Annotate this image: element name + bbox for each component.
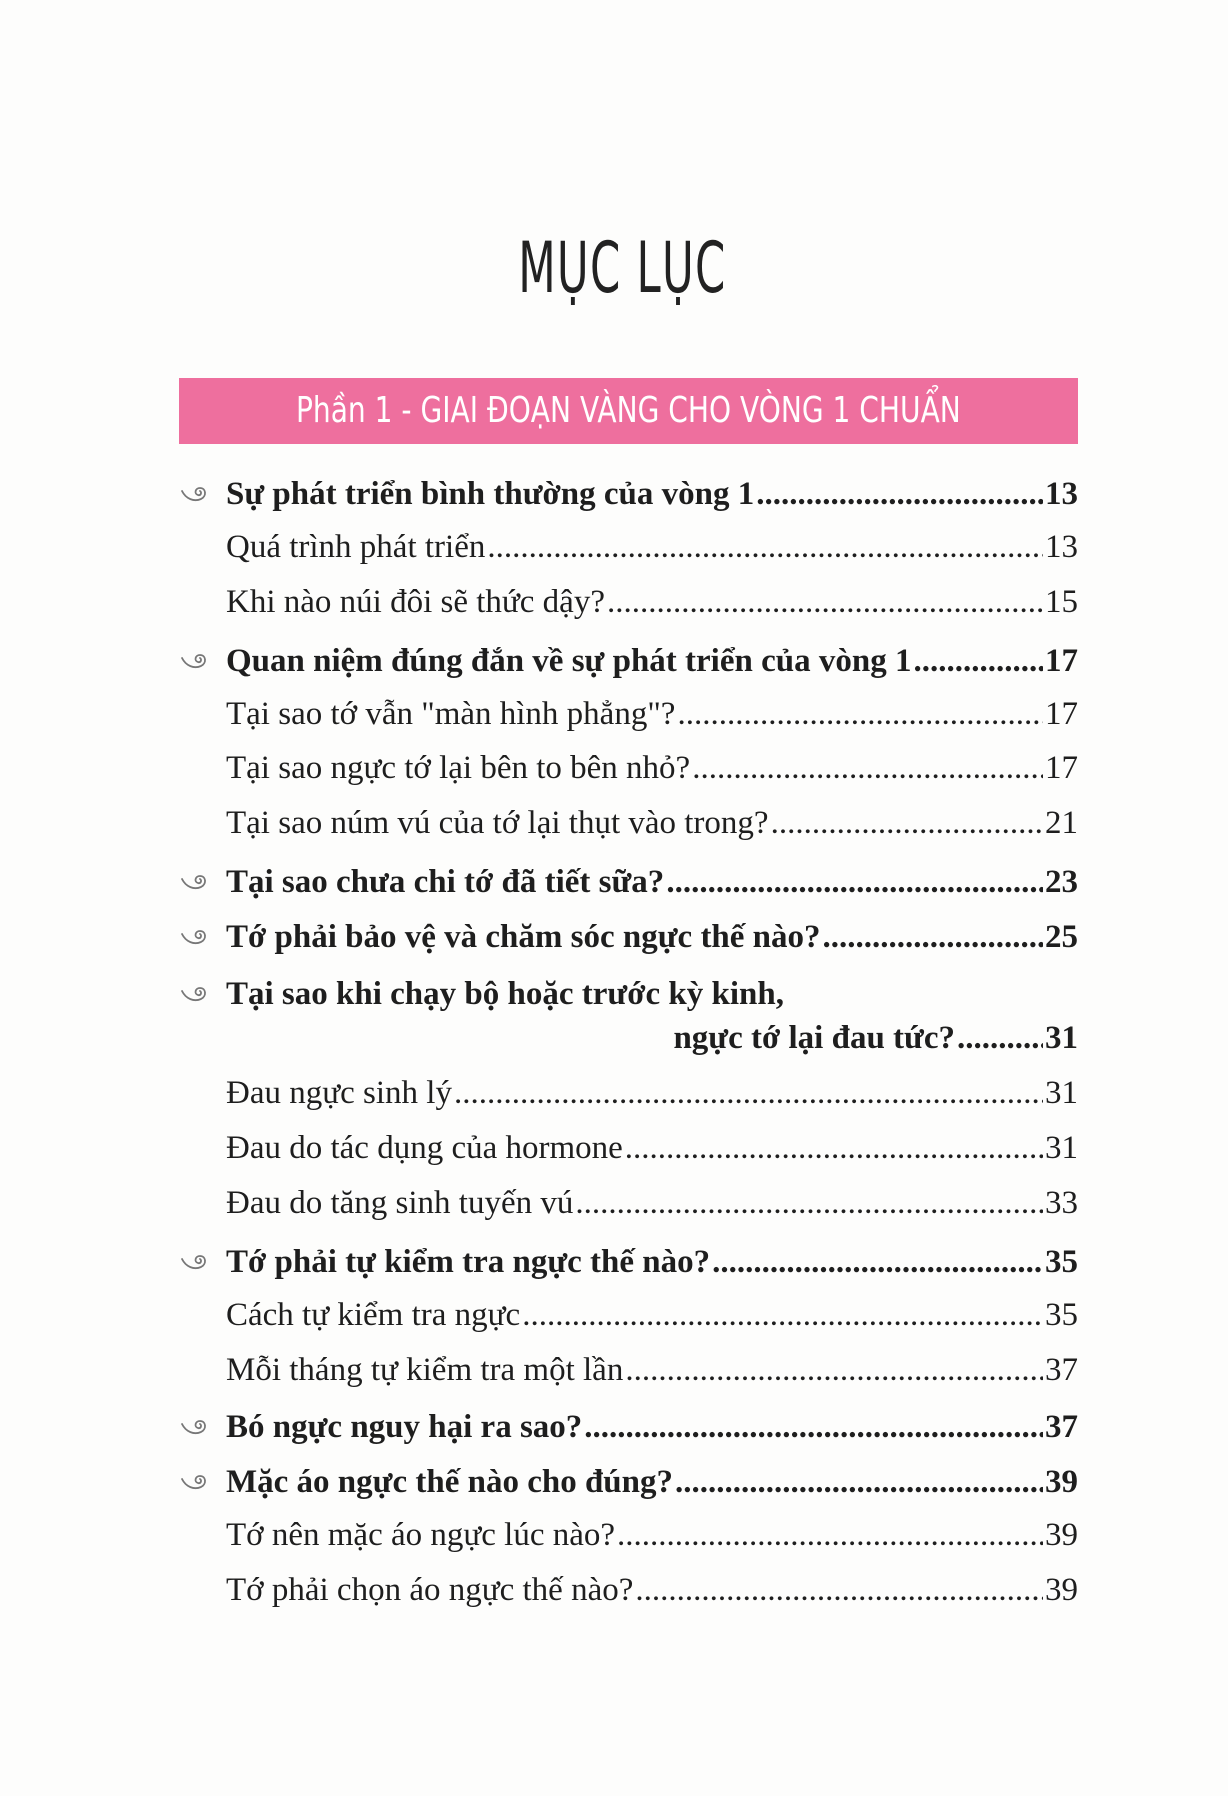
dot-leader xyxy=(584,1405,1043,1449)
section-label: Phần 1 - GIAI ĐOẠN VÀNG CHO VÒNG 1 CHUẨN xyxy=(295,390,961,431)
toc-entry-main xyxy=(226,1460,1078,1504)
toc-entry-title: Quan niệm đúng đắn về sự phát triển của vòng 1 xyxy=(226,643,912,679)
toc-entry-page: 39 xyxy=(1045,1464,1078,1500)
toc-entry-main xyxy=(226,472,1078,516)
toc-entry-title: Mặc áo ngực thế nào cho đúng? xyxy=(226,1464,673,1500)
dot-leader xyxy=(522,1293,1043,1337)
toc-entry-main xyxy=(226,1016,1078,1060)
toc-entry-sub xyxy=(226,746,1078,790)
toc-entry-page: 15 xyxy=(1045,584,1078,620)
toc-entry-title: Tớ phải chọn áo ngực thế nào? xyxy=(226,1572,634,1608)
toc-entry-page: 13 xyxy=(1045,529,1078,565)
toc-entry-title: Tớ phải bảo vệ và chăm sóc ngực thế nào? xyxy=(226,919,821,955)
toc-entry-title: Đau do tác dụng của hormone xyxy=(226,1130,623,1166)
toc-entry-main xyxy=(226,1405,1078,1449)
toc-entry-page: 33 xyxy=(1045,1185,1078,1221)
spiral-swirl-icon xyxy=(180,483,210,505)
toc-entry-title: Mỗi tháng tự kiểm tra một lần xyxy=(226,1352,624,1388)
dot-leader xyxy=(666,860,1043,904)
dot-leader xyxy=(913,639,1043,683)
spiral-swirl-icon xyxy=(180,926,210,948)
dot-leader xyxy=(487,525,1043,569)
toc-entry-title-line2: ngực tớ lại đau tức? xyxy=(673,1020,955,1056)
toc-entry-title: Đau do tăng sinh tuyến vú xyxy=(226,1185,574,1221)
toc-entry-page: 31 xyxy=(1045,1130,1078,1166)
dot-leader xyxy=(677,692,1043,736)
dot-leader xyxy=(771,801,1043,845)
toc-entry-page: 35 xyxy=(1045,1297,1078,1333)
dot-leader xyxy=(712,1240,1043,1284)
toc-entry-title-line1: Tại sao khi chạy bộ hoặc trước kỳ kinh, xyxy=(226,976,784,1012)
toc-entry-page: 17 xyxy=(1045,750,1078,786)
spiral-swirl-icon xyxy=(180,1416,210,1438)
dot-leader xyxy=(957,1016,1043,1060)
toc-entry-title: Tại sao ngực tớ lại bên to bên nhỏ? xyxy=(226,750,691,786)
toc-entry-page: 31 xyxy=(1045,1020,1078,1056)
dot-leader xyxy=(454,1071,1043,1115)
dot-leader xyxy=(823,915,1043,959)
toc-entry-page: 21 xyxy=(1045,805,1078,841)
spiral-swirl-icon xyxy=(180,1251,210,1273)
dot-leader xyxy=(756,472,1043,516)
toc-entry-title: Tớ nên mặc áo ngực lúc nào? xyxy=(226,1517,616,1553)
spiral-swirl-icon xyxy=(180,650,210,672)
toc-entry-main xyxy=(226,860,1078,904)
toc-entry-title: Tại sao chưa chi tớ đã tiết sữa? xyxy=(226,864,665,900)
toc-entry-title: Tại sao tớ vẫn "màn hình phẳng"? xyxy=(226,696,676,732)
toc-entry-sub xyxy=(226,1293,1078,1337)
dot-leader xyxy=(607,580,1043,624)
dot-leader xyxy=(675,1460,1043,1504)
toc-entry-page: 37 xyxy=(1045,1352,1078,1388)
toc-entry-sub xyxy=(226,1568,1078,1612)
toc-entry-title: Cách tự kiểm tra ngực xyxy=(226,1297,521,1333)
toc-entry-main xyxy=(226,639,1078,683)
spiral-swirl-icon xyxy=(180,871,210,893)
toc-entry-title: Khi nào núi đôi sẽ thức dậy? xyxy=(226,584,605,620)
toc-entry-title: Tớ phải tự kiểm tra ngực thế nào? xyxy=(226,1244,711,1280)
toc-entry-sub xyxy=(226,1181,1078,1225)
dot-leader xyxy=(617,1513,1043,1557)
toc-entry-sub xyxy=(226,1513,1078,1557)
toc-entry-title: Sự phát triển bình thường của vòng 1 xyxy=(226,476,755,512)
toc-entry-main xyxy=(226,1240,1078,1284)
toc-entry-sub xyxy=(226,1348,1078,1392)
toc-entry-title: Bó ngực nguy hại ra sao? xyxy=(226,1409,583,1445)
toc-entry-page: 31 xyxy=(1045,1075,1078,1111)
toc-entry-title: Đau ngực sinh lý xyxy=(226,1075,452,1111)
toc-entry-page: 39 xyxy=(1045,1572,1078,1608)
page-title: MỤC LỤC xyxy=(518,227,727,309)
toc-entry-sub xyxy=(226,1126,1078,1170)
toc-entry-main xyxy=(226,915,1078,959)
toc-entry-page: 17 xyxy=(1045,696,1078,732)
toc-entry-sub xyxy=(226,692,1078,736)
toc-entry-sub xyxy=(226,580,1078,624)
dot-leader xyxy=(575,1181,1043,1225)
toc-entry-sub xyxy=(226,1071,1078,1115)
toc-entry-page: 23 xyxy=(1045,864,1078,900)
toc-entry-page: 13 xyxy=(1045,476,1078,512)
dot-leader xyxy=(692,746,1043,790)
spiral-swirl-icon xyxy=(180,983,210,1005)
toc-entry-page: 39 xyxy=(1045,1517,1078,1553)
toc-entry-page: 25 xyxy=(1045,919,1078,955)
dot-leader xyxy=(625,1126,1043,1170)
toc-entry-page: 17 xyxy=(1045,643,1078,679)
dot-leader xyxy=(625,1348,1043,1392)
toc-entry-title: Tại sao núm vú của tớ lại thụt vào trong? xyxy=(226,805,769,841)
spiral-swirl-icon xyxy=(180,1471,210,1493)
toc-entry-title: Quá trình phát triển xyxy=(226,529,486,565)
toc-entry-page: 37 xyxy=(1045,1409,1078,1445)
toc-entry-sub xyxy=(226,525,1078,569)
toc-entry-page: 35 xyxy=(1045,1244,1078,1280)
toc-entry-sub xyxy=(226,801,1078,845)
dot-leader xyxy=(635,1568,1043,1612)
